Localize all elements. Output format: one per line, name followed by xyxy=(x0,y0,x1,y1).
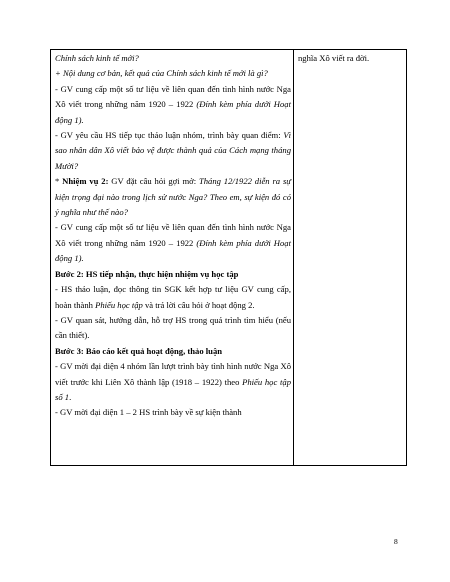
teacher-student-activities-column xyxy=(55,51,291,421)
expected-product-column xyxy=(298,51,402,66)
text-line: - GV cung cấp một số tư liệu về liên quan đến tình hình nước Nga Xô viết trong những năm 1920 – 1922 (Đính kèm phía dưới Hoạt động 1). xyxy=(55,222,291,264)
text-line: - GV mời đại diện 1 – 2 HS trình bày về sự kiện thành xyxy=(55,407,242,418)
text-line: - HS thảo luận, đọc thông tin SGK kết hợp tư liệu GV cung cấp, hoàn thành Phiếu học tập và trả lời câu hỏi ở hoạt động 2. xyxy=(55,284,291,310)
text-line: + Nội dung cơ bản, kết quả của Chính sách kinh tế mới là gì? xyxy=(55,68,268,79)
text-line: - GV quan sát, hướng dẫn, hỗ trợ HS trong quá trình tìm hiểu (nếu cần thiết). xyxy=(55,314,291,341)
task-2-paragraph: * Nhiệm vụ 2: GV đặt câu hỏi gợi mở: Tháng 12/1922 diễn ra sự kiện trọng đại nào trong lịch sử nước Nga? Theo em, sự kiện đó có ý nghĩa như thế nào? xyxy=(55,176,291,218)
page-number: 8 xyxy=(394,537,398,546)
text-line: - GV mời đại diện 4 nhóm lần lượt trình bày tình hình nước Nga Xô viết trước khi Liên Xô thành lập (1918 – 1922) theo Phiếu học tập số 1. xyxy=(55,361,291,402)
text-line: nghĩa Xô viết ra đời. xyxy=(298,53,370,63)
text-line: Chính sách kinh tế mới? xyxy=(55,53,139,63)
content-table xyxy=(50,49,407,466)
text-line: - GV yêu cầu HS tiếp tục thảo luận nhóm, trình bày quan điểm: Vì sao nhân dân Xô viết bảo vệ được thành quả của Cách mạng tháng Mười? xyxy=(55,130,291,171)
step-2-heading: Bước 2: HS tiếp nhận, thực hiện nhiệm vụ học tập xyxy=(55,268,239,279)
text-line: - GV cung cấp một số tư liệu về liên quan đến tình hình nước Nga Xô viết trong những năm 1920 – 1922 (Đính kèm phía dưới Hoạt động 1). xyxy=(55,83,291,125)
column-divider xyxy=(293,50,294,465)
step-3-heading: Bước 3: Báo cáo kết quả hoạt động, thảo luận xyxy=(55,345,223,356)
